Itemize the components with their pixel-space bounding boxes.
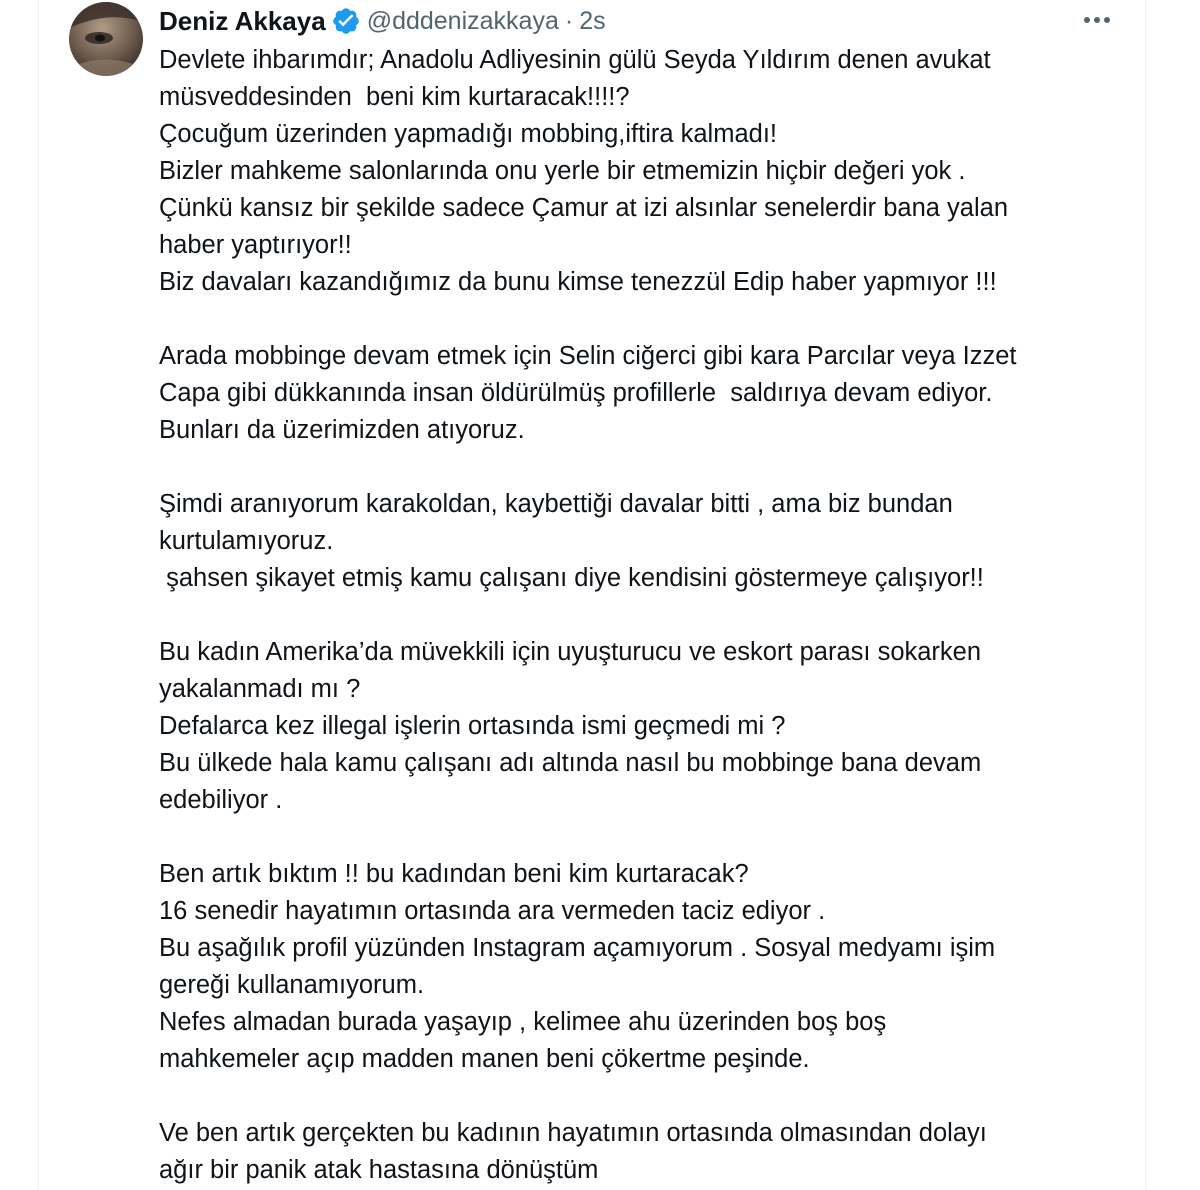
tweet-text-line: şahsen şikayet etmiş kamu çalışanı diye kendisini göstermeye çalışıyor!! [159,564,984,592]
tweet-text-line: Bu ülkede hala kamu çalışanı adı altında nasıl bu mobbinge bana devam [159,749,982,777]
tweet-text-line [159,301,1119,338]
tweet-text-line: Defalarca kez illegal işlerin ortasında ismi geçmedi mi ? [159,712,786,740]
page-frame [38,0,1146,1190]
tweet-header [159,4,606,38]
tweet-text-line: haber yaptırıyor!! [159,231,352,259]
tweet-text-line: yakalanmadı mı ? [159,675,361,703]
tweet-text-line: Capa gibi dükkanında insan öldürülmüş profillerle saldırıya devam ediyor. [159,379,993,407]
avatar-image [69,2,143,76]
author-name[interactable]: Deniz Akkaya [159,5,326,36]
tweet-text-line: Nefes almadan burada yaşayıp , kelimee ahu üzerinden boş boş [159,1008,887,1036]
tweet-text-line: Arada mobbinge devam etmek için Selin ciğerci gibi kara Parcılar veya Izzet [159,342,1017,370]
tweet-text-line: Bunları da üzerimizden atıyoruz. [159,416,525,444]
avatar[interactable] [69,2,143,76]
tweet-text-line: Bu aşağılık profil yüzünden Instagram açamıyorum . Sosyal medyamı işim [159,934,996,962]
tweet-text-line: Biz davaları kazandığımız da bunu kimse tenezzül Edip haber yapmıyor !!! [159,268,997,296]
tweet-text-line: gereği kullanamıyorum. [159,971,425,999]
tweet[interactable] [39,0,1145,1190]
tweet-text-line: Ve ben artık gerçekten bu kadının hayatımın ortasında olmasından dolayı [159,1119,987,1147]
tweet-text-line: müsveddesinden beni kim kurtaracak!!!!? [159,83,630,111]
tweet-text-line: Bu kadın Amerika’da müvekkili için uyuşturucu ve eskort parası sokarken [159,638,982,666]
tweet-text-line: mahkemeler açıp madden manen beni çökertme peşinde. [159,1045,810,1073]
tweet-text-line: Şimdi aranıyorum karakoldan, kaybettiği davalar bitti , ama biz bundan [159,490,953,518]
header-separator: · [564,6,574,35]
tweet-text-line: Çocuğum üzerinden yapmadığı mobbing,iftira kalmadı! [159,120,777,148]
tweet-text-line: edebiliyor . [159,786,283,814]
tweet-text [159,42,1119,1189]
tweet-text-line: ağır bir panik atak hastasına dönüştüm [159,1156,599,1184]
verified-badge-icon [331,6,361,36]
tweet-time[interactable]: 2s [579,6,606,35]
tweet-text-line: Ben artık bıktım !! bu kadından beni kim kurtaracak? [159,860,749,888]
tweet-text-line: kurtulamıyoruz. [159,527,334,555]
tweet-text-line [159,819,1119,856]
tweet-text-line [159,1078,1119,1115]
tweet-text-line: Bizler mahkeme salonlarında onu yerle bir etmemizin hiçbir değeri yok . [159,157,966,185]
tweet-text-line [159,597,1119,634]
more-horizontal-icon[interactable] [1081,8,1113,32]
tweet-text-line: Devlete ihbarımdır; Anadolu Adliyesinin gülü Seyda Yıldırım denen avukat [159,46,991,74]
tweet-text-line: 16 senedir hayatımın ortasında ara vermeden taciz ediyor . [159,897,826,925]
tweet-text-line: Çünkü kansız bir şekilde sadece Çamur at izi alsınlar senelerdir bana yalan [159,194,1009,222]
author-handle[interactable]: @dddenizakkaya [366,6,559,35]
tweet-text-line [159,449,1119,486]
